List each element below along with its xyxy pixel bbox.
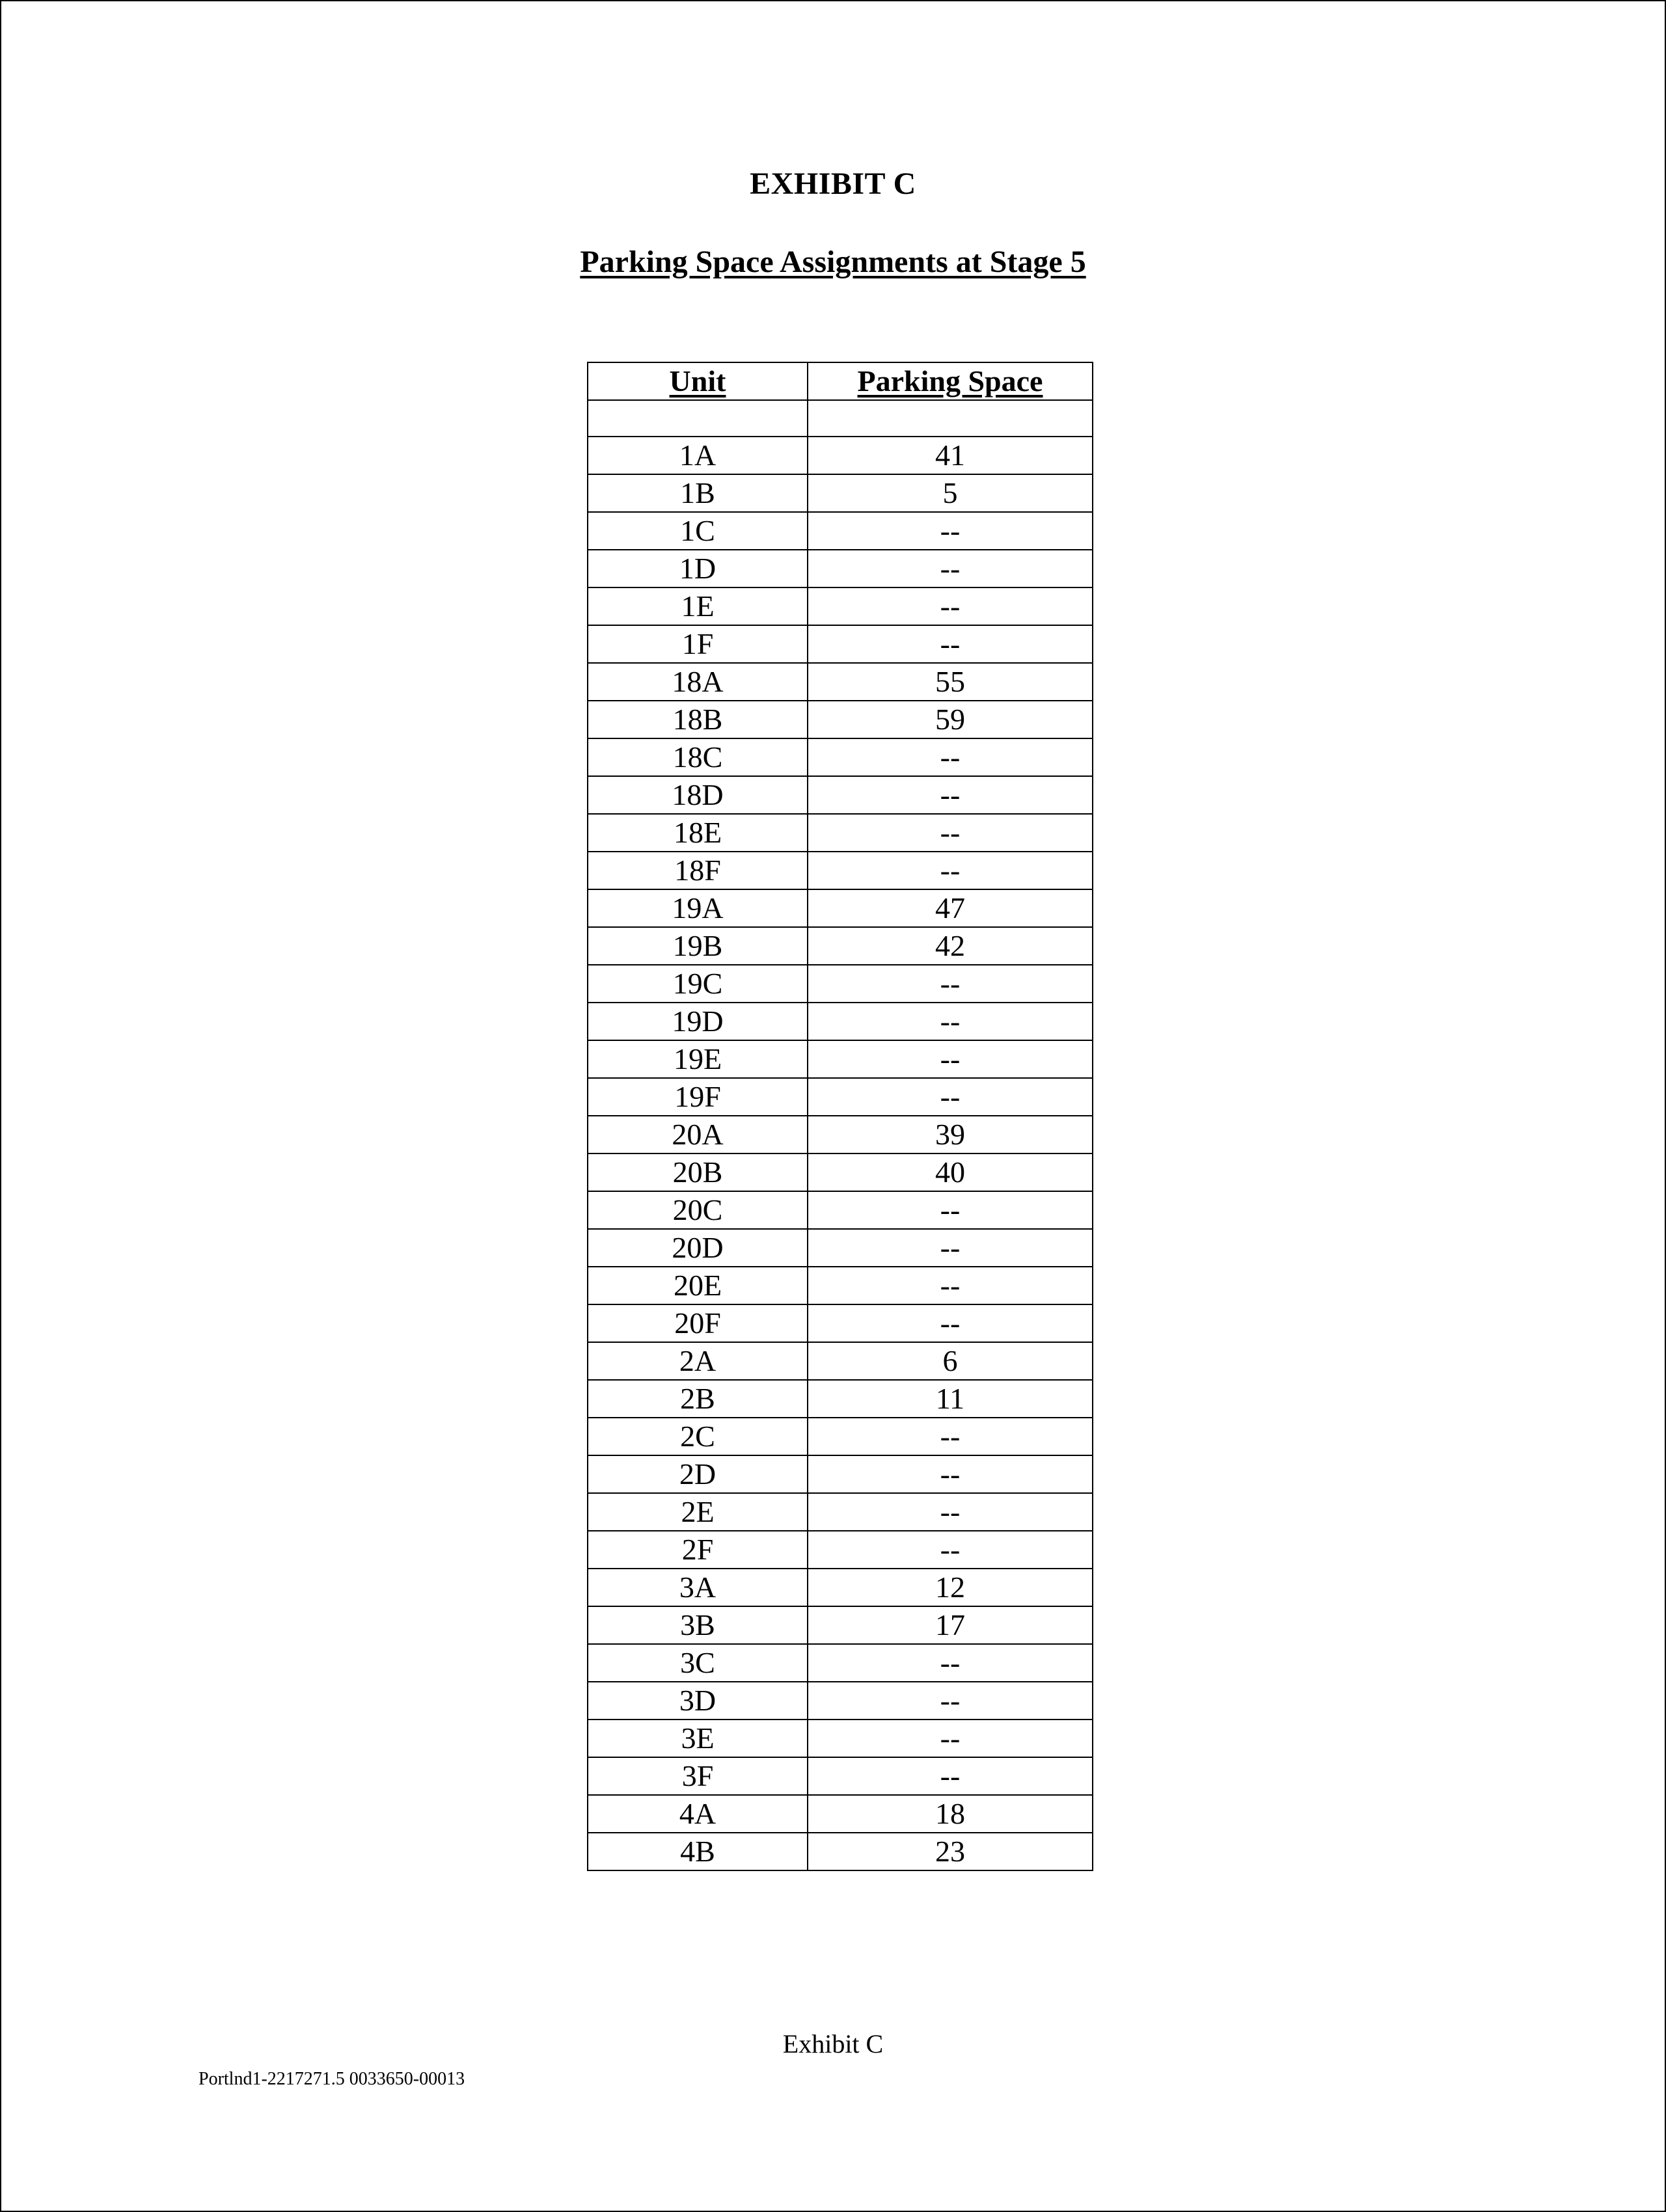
parking-space-cell: -- [808, 625, 1093, 663]
unit-cell: 3E [588, 1720, 808, 1757]
parking-space-cell: 42 [808, 927, 1093, 965]
table-row [588, 1040, 1093, 1078]
table-row [588, 400, 1093, 437]
table-row [588, 1757, 1093, 1795]
table-row [588, 1304, 1093, 1342]
unit-cell: 20B [588, 1153, 808, 1191]
parking-space-cell: 55 [808, 663, 1093, 701]
parking-space-cell: 39 [808, 1116, 1093, 1153]
table-row [588, 1191, 1093, 1229]
parking-space-cell [808, 400, 1093, 437]
unit-cell: 1E [588, 587, 808, 625]
parking-space-cell: -- [808, 512, 1093, 550]
unit-cell: 1C [588, 512, 808, 550]
table-row [588, 1531, 1093, 1569]
unit-cell: 3C [588, 1644, 808, 1682]
table-row [588, 1682, 1093, 1720]
parking-assignments-table [587, 362, 1093, 1871]
table-row [588, 1795, 1093, 1833]
unit-cell: 18E [588, 814, 808, 852]
table-row [588, 512, 1093, 550]
unit-cell: 3D [588, 1682, 808, 1720]
unit-cell: 2E [588, 1493, 808, 1531]
parking-space-cell: -- [808, 1040, 1093, 1078]
unit-cell: 18F [588, 852, 808, 889]
unit-cell: 18B [588, 701, 808, 738]
table-row [588, 1380, 1093, 1418]
table-row [588, 1644, 1093, 1682]
table-body [588, 400, 1093, 1870]
parking-space-cell: -- [808, 776, 1093, 814]
column-header-unit: Unit [588, 362, 808, 400]
parking-space-cell: 12 [808, 1569, 1093, 1606]
parking-space-cell: 47 [808, 889, 1093, 927]
unit-cell: 3A [588, 1569, 808, 1606]
parking-space-cell: 40 [808, 1153, 1093, 1191]
unit-cell: 19A [588, 889, 808, 927]
unit-cell: 18A [588, 663, 808, 701]
unit-cell: 2C [588, 1418, 808, 1455]
table-row [588, 965, 1093, 1003]
parking-space-cell: -- [808, 1304, 1093, 1342]
parking-space-cell: 23 [808, 1833, 1093, 1870]
unit-cell: 2D [588, 1455, 808, 1493]
table-row [588, 927, 1093, 965]
table-row [588, 1078, 1093, 1116]
parking-space-cell: -- [808, 1531, 1093, 1569]
table-row [588, 701, 1093, 738]
unit-cell: 20D [588, 1229, 808, 1267]
parking-space-cell: -- [808, 1493, 1093, 1531]
parking-space-cell: -- [808, 1757, 1093, 1795]
parking-space-cell: -- [808, 1455, 1093, 1493]
parking-space-cell: -- [808, 1078, 1093, 1116]
parking-space-cell: -- [808, 738, 1093, 776]
unit-cell: 19E [588, 1040, 808, 1078]
unit-cell: 3B [588, 1606, 808, 1644]
unit-cell: 2F [588, 1531, 808, 1569]
parking-space-cell: 18 [808, 1795, 1093, 1833]
table-row [588, 437, 1093, 474]
parking-space-cell: 5 [808, 474, 1093, 512]
table-row [588, 474, 1093, 512]
parking-space-cell: -- [808, 1191, 1093, 1229]
parking-space-cell: -- [808, 965, 1093, 1003]
unit-cell: 18C [588, 738, 808, 776]
parking-space-cell: -- [808, 550, 1093, 587]
table-row [588, 852, 1093, 889]
table-row [588, 1569, 1093, 1606]
table-row [588, 1229, 1093, 1267]
unit-cell: 1D [588, 550, 808, 587]
table-row [588, 738, 1093, 776]
unit-cell: 19C [588, 965, 808, 1003]
parking-space-cell: -- [808, 1418, 1093, 1455]
unit-cell: 1F [588, 625, 808, 663]
parking-space-cell: 59 [808, 701, 1093, 738]
table-row [588, 814, 1093, 852]
parking-space-cell: -- [808, 587, 1093, 625]
table-row [588, 587, 1093, 625]
table-row [588, 1153, 1093, 1191]
footer-document-id: Portlnd1-2217271.5 0033650-00013 [198, 2069, 465, 2089]
table-row [588, 1720, 1093, 1757]
table-row [588, 1267, 1093, 1304]
table-row [588, 1116, 1093, 1153]
unit-cell: 20E [588, 1267, 808, 1304]
page-subtitle: Parking Space Assignments at Stage 5 [580, 245, 1086, 279]
table-row [588, 663, 1093, 701]
parking-space-cell: -- [808, 1720, 1093, 1757]
table-header-row [588, 362, 1093, 400]
table-row [588, 889, 1093, 927]
table-row [588, 625, 1093, 663]
table-row [588, 1455, 1093, 1493]
unit-cell: 20F [588, 1304, 808, 1342]
parking-space-cell: -- [808, 1644, 1093, 1682]
parking-space-cell: -- [808, 1229, 1093, 1267]
unit-cell: 2A [588, 1342, 808, 1380]
table-row [588, 550, 1093, 587]
table-row [588, 1003, 1093, 1040]
page-title: EXHIBIT C [750, 167, 916, 201]
table-row [588, 776, 1093, 814]
unit-cell: 20A [588, 1116, 808, 1153]
parking-space-cell: -- [808, 852, 1093, 889]
parking-space-cell: -- [808, 1003, 1093, 1040]
unit-cell: 3F [588, 1757, 808, 1795]
unit-cell: 4A [588, 1795, 808, 1833]
footer-exhibit-label: Exhibit C [782, 2029, 884, 2058]
table-row [588, 1606, 1093, 1644]
parking-space-cell: -- [808, 1682, 1093, 1720]
unit-cell: 4B [588, 1833, 808, 1870]
unit-cell: 19B [588, 927, 808, 965]
column-header-parking-space: Parking Space [808, 362, 1093, 400]
table-row [588, 1493, 1093, 1531]
unit-cell: 18D [588, 776, 808, 814]
parking-space-cell: 6 [808, 1342, 1093, 1380]
parking-space-cell: -- [808, 1267, 1093, 1304]
table-row [588, 1342, 1093, 1380]
unit-cell: 19D [588, 1003, 808, 1040]
unit-cell: 1B [588, 474, 808, 512]
unit-cell: 20C [588, 1191, 808, 1229]
parking-space-cell: 41 [808, 437, 1093, 474]
unit-cell: 1A [588, 437, 808, 474]
unit-cell: 2B [588, 1380, 808, 1418]
table-row [588, 1833, 1093, 1870]
unit-cell: 19F [588, 1078, 808, 1116]
parking-space-cell: -- [808, 814, 1093, 852]
parking-space-cell: 17 [808, 1606, 1093, 1644]
unit-cell [588, 400, 808, 437]
table-row [588, 1418, 1093, 1455]
parking-space-cell: 11 [808, 1380, 1093, 1418]
